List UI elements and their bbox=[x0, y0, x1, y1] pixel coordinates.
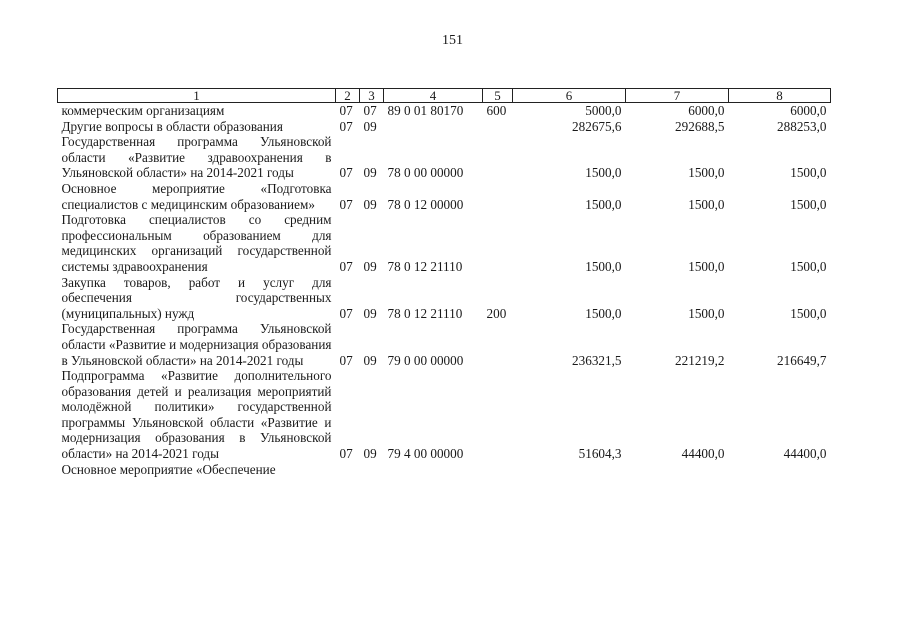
row-value-1: 5000,0 bbox=[585, 103, 622, 118]
header-row bbox=[58, 89, 831, 103]
row-name: Государственная программа Ульяновской области «Развитие здравоохранения в Ульяновской области» на 2014-2021 годы bbox=[61, 134, 332, 181]
row-target-article bbox=[384, 462, 483, 478]
row-subsection: 09 bbox=[363, 446, 377, 462]
row-value-2: 221219,2 bbox=[675, 352, 725, 368]
table-row bbox=[58, 462, 831, 478]
row-section: 07 bbox=[339, 258, 353, 274]
row-name: Подпрограмма «Развитие дополнительного образования детей и реализация мероприятий молодёжной политики» государственной программы Ульяновской области «Развитие и модернизация образования в Ульяновской области» на 2014-2021 годы bbox=[61, 368, 332, 462]
header-col-1: 1 bbox=[58, 89, 336, 103]
row-target-article: 89 0 01 80170 bbox=[387, 103, 464, 118]
row-name: Закупка товаров, работ и услуг для обеспечения государственных (муниципальных) нужд bbox=[61, 274, 332, 321]
row-expense-type: 600 bbox=[486, 103, 507, 118]
row-value-2: 292688,5 bbox=[675, 118, 725, 134]
row-value-1: 1500,0 bbox=[585, 165, 622, 181]
table-row bbox=[58, 134, 831, 181]
row-value-1: 282675,6 bbox=[572, 118, 622, 134]
row-expense-type bbox=[483, 212, 513, 274]
row-target-article: 79 4 00 00000 bbox=[387, 446, 464, 462]
row-value-3: 1500,0 bbox=[790, 305, 827, 321]
row-subsection: 09 bbox=[363, 352, 377, 368]
row-name: Подготовка специалистов со средним профессиональным образованием для медицинских организаций государственной системы здравоохранения bbox=[61, 212, 332, 274]
table-row bbox=[58, 212, 831, 274]
row-target-article: 78 0 12 21110 bbox=[387, 305, 463, 321]
row-value-3: 1500,0 bbox=[790, 165, 827, 181]
row-expense-type bbox=[483, 134, 513, 181]
row-expense-type bbox=[483, 321, 513, 368]
row-subsection bbox=[360, 462, 384, 478]
row-expense-type: 200 bbox=[486, 305, 507, 321]
row-section: 07 bbox=[339, 446, 353, 462]
row-value-2: 44400,0 bbox=[681, 446, 725, 462]
row-value-1: 1500,0 bbox=[585, 258, 622, 274]
row-name: Основное мероприятие «Подготовка специалистов с медицинским образованием» bbox=[61, 180, 332, 212]
row-section bbox=[336, 462, 360, 478]
table-row bbox=[58, 275, 831, 322]
header-col-4: 4 bbox=[384, 89, 483, 103]
row-value-3: 44400,0 bbox=[783, 446, 827, 462]
row-subsection: 07 bbox=[363, 103, 377, 118]
row-name: коммерческим организациям bbox=[61, 103, 225, 118]
row-value-1: 1500,0 bbox=[585, 196, 622, 212]
header-col-8: 8 bbox=[729, 89, 831, 103]
row-target-article bbox=[384, 119, 483, 135]
header-col-5: 5 bbox=[483, 89, 513, 103]
row-section: 07 bbox=[339, 305, 353, 321]
row-expense-type bbox=[483, 119, 513, 135]
row-subsection: 09 bbox=[363, 305, 377, 321]
row-value-1 bbox=[513, 462, 626, 478]
row-value-2: 1500,0 bbox=[688, 165, 725, 181]
row-value-3: 1500,0 bbox=[790, 258, 827, 274]
row-expense-type bbox=[483, 181, 513, 212]
row-value-3: 216649,7 bbox=[777, 352, 827, 368]
row-value-1: 236321,5 bbox=[572, 352, 622, 368]
row-value-2: 1500,0 bbox=[688, 258, 725, 274]
table-row bbox=[58, 103, 831, 119]
row-value-1: 51604,3 bbox=[578, 446, 622, 462]
row-subsection: 09 bbox=[363, 118, 377, 134]
table-row bbox=[58, 368, 831, 462]
row-value-3: 1500,0 bbox=[790, 196, 827, 212]
page-number: 151 bbox=[442, 33, 463, 48]
row-value-2: 1500,0 bbox=[688, 196, 725, 212]
row-section: 07 bbox=[339, 118, 353, 134]
row-name: Другие вопросы в области образования bbox=[61, 118, 283, 134]
row-expense-type bbox=[483, 368, 513, 462]
row-value-3: 288253,0 bbox=[777, 118, 827, 134]
row-section: 07 bbox=[339, 196, 353, 212]
header-col-6: 6 bbox=[513, 89, 626, 103]
row-target-article: 78 0 12 00000 bbox=[387, 196, 464, 212]
row-name: Основное мероприятие «Обеспечение bbox=[61, 461, 276, 477]
header-col-2: 2 bbox=[336, 89, 360, 103]
row-subsection: 09 bbox=[363, 165, 377, 181]
table-row bbox=[58, 321, 831, 368]
row-value-3 bbox=[729, 462, 831, 478]
row-value-1: 1500,0 bbox=[585, 305, 622, 321]
row-subsection: 09 bbox=[363, 258, 377, 274]
table-row bbox=[58, 119, 831, 135]
row-subsection: 09 bbox=[363, 196, 377, 212]
row-section: 07 bbox=[339, 352, 353, 368]
header-col-7: 7 bbox=[626, 89, 729, 103]
table-row bbox=[58, 181, 831, 212]
row-value-2: 6000,0 bbox=[688, 103, 725, 118]
row-target-article: 79 0 00 00000 bbox=[387, 352, 464, 368]
budget-table bbox=[57, 88, 831, 477]
row-expense-type bbox=[483, 462, 513, 478]
row-section: 07 bbox=[339, 103, 353, 118]
row-target-article: 78 0 12 21110 bbox=[387, 258, 463, 274]
row-value-2 bbox=[626, 462, 729, 478]
row-value-2: 1500,0 bbox=[688, 305, 725, 321]
row-target-article: 78 0 00 00000 bbox=[387, 165, 464, 181]
row-value-3: 6000,0 bbox=[790, 103, 827, 118]
row-section: 07 bbox=[339, 165, 353, 181]
header-col-3: 3 bbox=[360, 89, 384, 103]
row-name: Государственная программа Ульяновской области «Развитие и модернизация образования в Ульяновской области» на 2014-2021 годы bbox=[61, 321, 332, 368]
